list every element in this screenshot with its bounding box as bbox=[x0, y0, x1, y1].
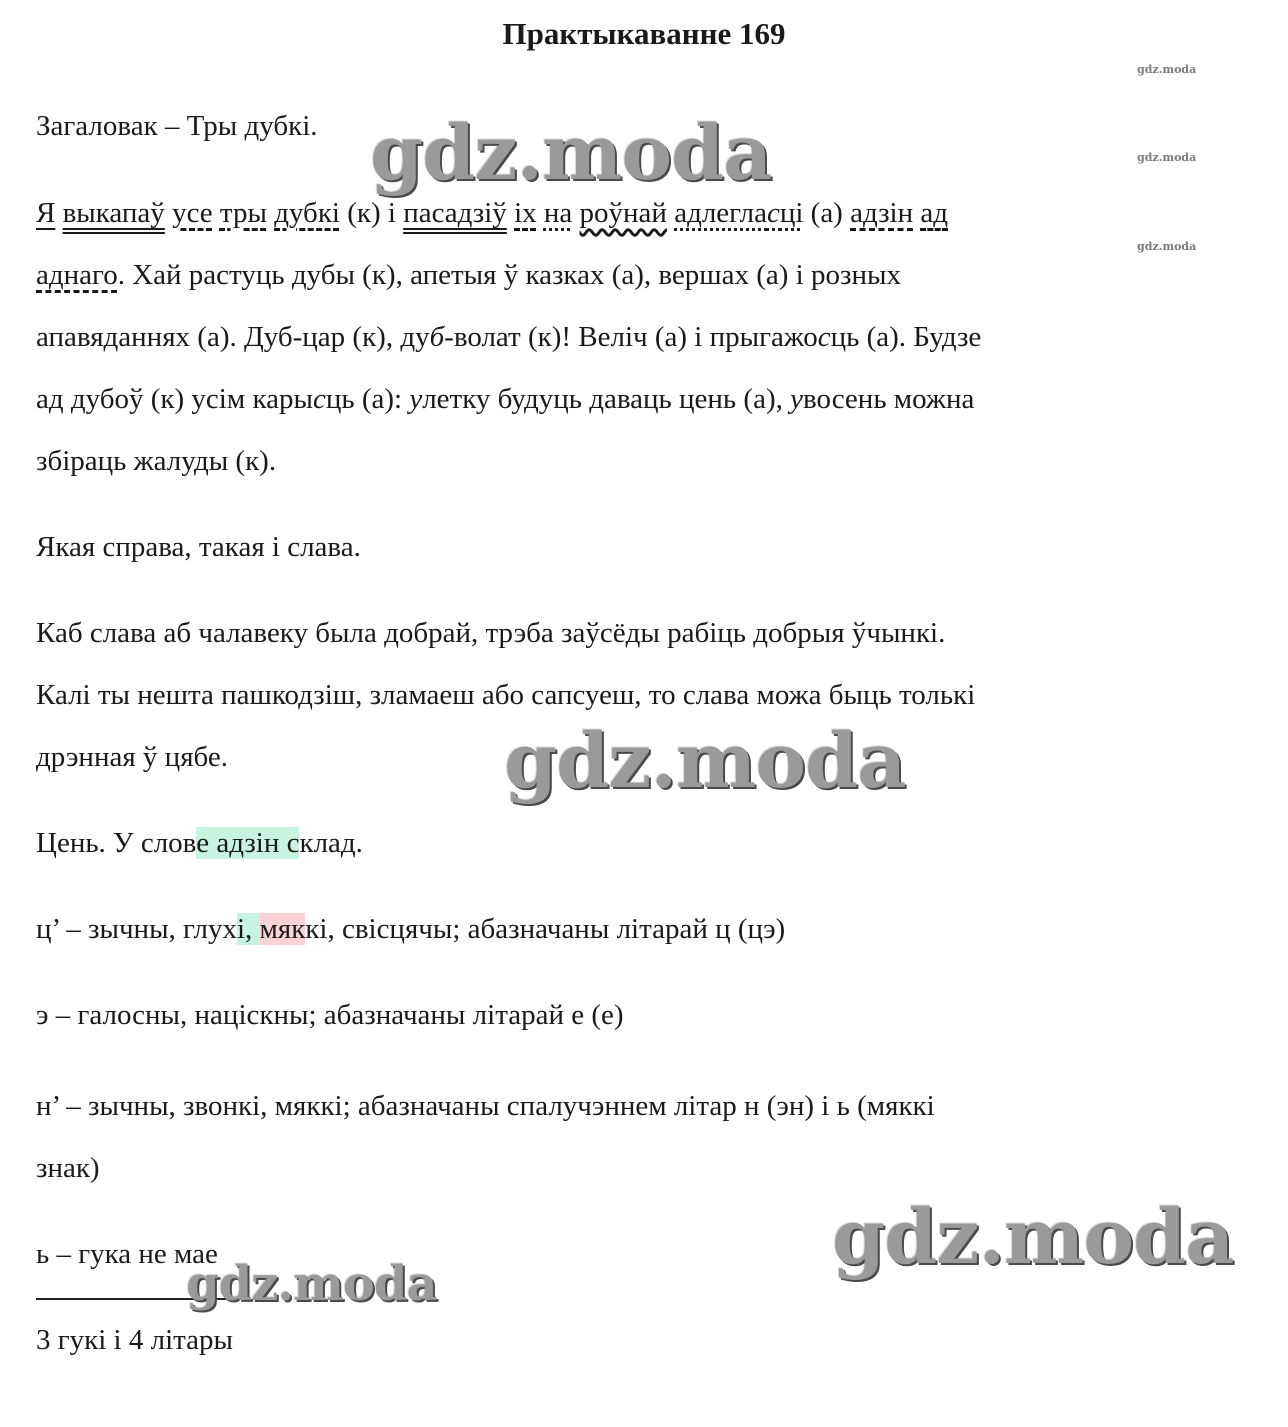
watermark-small: gdz.moda bbox=[1137, 151, 1197, 164]
text: ць (а): bbox=[325, 383, 410, 415]
analysis-sound-n-line2: знак) bbox=[36, 1152, 100, 1184]
text: восень можна bbox=[802, 383, 975, 415]
watermark: gdz.moda bbox=[186, 1256, 437, 1312]
analysis-intro bbox=[36, 812, 1266, 874]
highlight: і, bbox=[236, 913, 260, 945]
text: у bbox=[790, 383, 803, 415]
paragraph1-line5: збіраць жалуды (к). bbox=[36, 445, 277, 477]
word: іх bbox=[514, 197, 537, 229]
text: с bbox=[312, 383, 326, 415]
text: апавяданнях (а). Дуб-цар (к), ду bbox=[36, 321, 430, 353]
word: дубкі bbox=[274, 197, 340, 229]
paragraph1-line4 bbox=[36, 368, 1266, 430]
word: адзін bbox=[850, 197, 914, 229]
text: б bbox=[429, 321, 445, 353]
word-predicate: пасадзіў bbox=[403, 197, 507, 229]
text: (а) bbox=[803, 197, 851, 229]
word: аднаго bbox=[36, 259, 118, 291]
analysis-sound-ts bbox=[36, 898, 1266, 960]
text: клад. bbox=[299, 827, 363, 859]
word-part: с bbox=[766, 197, 780, 229]
word-part: ці bbox=[779, 197, 804, 229]
text: кі, свісцячы; абазначаны літарай ц (цэ) bbox=[305, 913, 786, 945]
paragraph2-line2: Калі ты нешта пашкодзіш, зламаеш або сапсуеш, то слава можа быць толькі bbox=[36, 679, 976, 711]
word-predicate: выкапаў bbox=[62, 197, 165, 229]
proverb: Якая справа, такая і слава. bbox=[36, 531, 361, 563]
text: у bbox=[409, 383, 423, 415]
paragraph1-line3 bbox=[36, 306, 1266, 368]
analysis-sound-n-line1: н’ – зычны, звонкі, мяккі; абазначаны спалучэннем літар н (эн) і ь (мяккі bbox=[36, 1090, 935, 1122]
text: летку будуць даваць цень (а), bbox=[422, 383, 791, 415]
analysis-total: 3 гукі і 4 літары bbox=[36, 1324, 234, 1356]
word: ад bbox=[920, 197, 948, 229]
word-subject: Я bbox=[36, 197, 56, 229]
text: (к) і bbox=[339, 197, 404, 229]
text: ць (а). Будзе bbox=[830, 321, 982, 353]
analysis-soft-sign: ь – гука не мае bbox=[36, 1238, 218, 1270]
watermark-small: gdz.moda bbox=[1137, 63, 1197, 76]
text: с bbox=[817, 321, 831, 353]
word bbox=[674, 197, 803, 229]
watermark: gdz.moda bbox=[504, 716, 906, 805]
highlight: мяк bbox=[259, 913, 306, 945]
paragraph2-line1: Каб слава аб чалавеку была добрай, трэба заўсёды рабіць добрыя ўчынкі. bbox=[36, 617, 946, 649]
page-title: Практыкаванне 169 bbox=[502, 16, 786, 51]
word: тры bbox=[219, 197, 267, 229]
word: усе bbox=[172, 197, 213, 229]
text: . Хай растуць дубы (к), апетыя ў казках (а), вершах (а) і розных bbox=[117, 259, 901, 291]
word: роўнай bbox=[579, 197, 667, 229]
text: -волат (к)! Веліч (а) і прыгажо bbox=[444, 321, 818, 353]
watermark: gdz.moda bbox=[832, 1192, 1234, 1281]
text: ад дубоў (к) усім кары bbox=[36, 383, 313, 415]
watermark: gdz.moda bbox=[370, 108, 772, 197]
highlight: е адзін с bbox=[196, 827, 300, 859]
analysis-sound-e: э – галосны, націскны; абазначаны літарай е (е) bbox=[36, 999, 624, 1031]
paragraph1-line2 bbox=[36, 244, 1266, 306]
paragraph2-line3: дрэнная ў цябе. bbox=[36, 741, 229, 773]
text: Цень. У слов bbox=[36, 827, 197, 859]
word-part: адлегла bbox=[674, 197, 767, 229]
text: ц’ – зычны, глух bbox=[36, 913, 237, 945]
heading-line: Загаловак – Тры дубкі. bbox=[36, 110, 318, 142]
word: на bbox=[543, 197, 573, 229]
watermark-small: gdz.moda bbox=[1137, 240, 1197, 253]
